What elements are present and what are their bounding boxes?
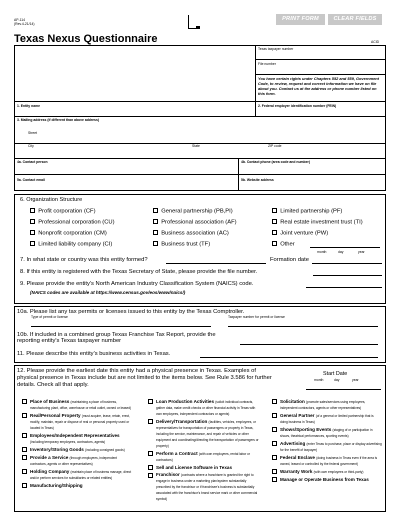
start-month-label: month xyxy=(314,378,324,382)
contact-phone-label: 4b. Contact phone (area code and number) xyxy=(241,160,310,164)
naics-note: (NAICS codes are available at https://www.census.gov/eos/www/naics/) xyxy=(30,290,186,295)
other-input[interactable] xyxy=(310,247,380,248)
q7-label: 7. In what state or country was this entity formed? xyxy=(20,257,148,263)
checkbox-box[interactable] xyxy=(148,399,153,404)
start-year-label: year xyxy=(352,378,359,382)
checkbox-professional-corporation[interactable] xyxy=(30,219,115,226)
permit-row-1-type[interactable] xyxy=(31,326,211,327)
item-title: Perform a Contract xyxy=(156,450,198,456)
presence-item[interactable] xyxy=(22,483,132,489)
checkbox-box[interactable] xyxy=(272,455,277,460)
presence-item[interactable] xyxy=(22,433,132,445)
checkbox-limited-partnership[interactable] xyxy=(272,208,342,215)
q9-label: 9. Please provide the entity's North American Industry Classification System (NAICS) code. xyxy=(20,281,254,287)
item-title: Provide a Service xyxy=(30,454,69,460)
checkbox-box[interactable] xyxy=(272,230,277,235)
item-title: Solicitation xyxy=(280,399,305,404)
checkbox-box[interactable] xyxy=(153,208,158,213)
checkbox-label: Other xyxy=(280,241,295,248)
presence-item[interactable] xyxy=(22,447,132,453)
city-label: City xyxy=(28,144,34,148)
start-date-label: Start Date xyxy=(323,371,348,377)
checkbox-box[interactable] xyxy=(272,477,277,482)
presence-item[interactable] xyxy=(148,465,260,471)
item-desc: (with own employees, rental labor or contractors) xyxy=(156,451,251,462)
item-desc: (solicit individual contracts, gather data, make credit checks or other financial activity in Texas with own employees, independent contractors or agents) xyxy=(156,400,256,416)
checkbox-llc[interactable] xyxy=(30,241,112,248)
mailing-address-label: 3. Mailing address (if different than above address) xyxy=(17,118,99,122)
checkbox-box[interactable] xyxy=(30,219,35,224)
item-desc: (staging of or participation in shows, theatrical performances, sporting events) xyxy=(280,428,373,438)
taxpayer-number-label: Texas taxpayer number xyxy=(258,47,294,51)
checkbox-box[interactable] xyxy=(153,241,158,246)
q12-text: 12. Please provide the earliest date this entity had a physical presence in Texas. Examples of physical presence in Texas include but are not limited to the items below. See Rule 3.586 for further details. Check all that apply. xyxy=(17,368,272,388)
checkbox-box[interactable] xyxy=(22,399,27,404)
fein-label: 2. Federal employer identification number (FEIN) xyxy=(258,104,337,108)
street-label: Street xyxy=(28,131,38,135)
checkbox-label: Professional association (AF) xyxy=(161,219,237,226)
clear-fields-button[interactable]: CLEAR FIELDS xyxy=(328,14,382,25)
checkbox-profit-corporation[interactable] xyxy=(30,208,96,215)
checkbox-box[interactable] xyxy=(272,469,277,474)
contact-phone-field[interactable] xyxy=(241,165,381,171)
item-title: Employees/Independent Representatives xyxy=(30,432,120,438)
checkbox-label: Professional corporation (CU) xyxy=(38,219,115,226)
q10a-label: 10a. Please list any tax permits or licenses issued to this entity by the Texas Comptroller. xyxy=(17,309,245,315)
permit-row-1-number[interactable] xyxy=(228,326,378,327)
item-title: Shows/Sporting Events xyxy=(280,427,332,432)
item-title: Advertising xyxy=(280,441,306,446)
presence-col-2 xyxy=(148,399,260,504)
form-number: AP-114 xyxy=(14,18,26,22)
zip-label: ZIP code xyxy=(268,144,282,148)
contact-email-label: 5a. Contact email xyxy=(17,178,45,182)
checkbox-box[interactable] xyxy=(22,433,27,438)
checkbox-joint-venture[interactable] xyxy=(272,230,328,237)
presence-item[interactable] xyxy=(272,413,382,425)
item-desc: (doing business in Texas even if the area is owned, leased or controlled by the federal government) xyxy=(280,456,378,466)
website-field[interactable] xyxy=(241,183,381,189)
contact-person-field[interactable] xyxy=(17,165,237,171)
naics-code-input[interactable] xyxy=(306,287,382,288)
taxpayer-number-field[interactable] xyxy=(258,52,383,58)
print-form-button[interactable]: PRINT FORM xyxy=(276,14,325,25)
checkbox-box[interactable] xyxy=(30,241,35,246)
file-number-field[interactable] xyxy=(258,67,383,73)
checkbox-box[interactable] xyxy=(272,241,277,246)
formation-day-label: day xyxy=(338,250,344,254)
checkbox-box[interactable] xyxy=(272,427,277,432)
form-revision: (Rev.4-21/14) xyxy=(14,22,35,26)
checkbox-business-association[interactable] xyxy=(153,230,229,237)
checkbox-nonprofit-corporation[interactable] xyxy=(30,230,107,237)
entity-name-label: 1. Entity name xyxy=(17,104,40,108)
item-title: Manufacturing/Shipping xyxy=(30,482,83,488)
item-title: Delivery/Transportation xyxy=(156,418,208,424)
org-structure-heading: 6. Organization Structure xyxy=(20,197,83,203)
combined-group-number-input[interactable] xyxy=(240,344,378,345)
business-activities-input[interactable] xyxy=(200,357,378,358)
checkbox-label: Business association (AC) xyxy=(161,230,229,237)
checkbox-box[interactable] xyxy=(22,483,27,488)
checkbox-business-trust[interactable] xyxy=(153,241,210,248)
page-title: Texas Nexus Questionnaire xyxy=(14,33,158,45)
checkbox-box[interactable] xyxy=(153,230,158,235)
formation-state-input[interactable] xyxy=(166,263,266,264)
item-desc: (with own employees or third-party) xyxy=(313,470,364,474)
checkbox-box[interactable] xyxy=(272,413,277,418)
item-title: Federal Enclave xyxy=(280,455,315,460)
q11-label: 11. Please describe this entity's business activities in Texas. xyxy=(17,351,171,357)
presence-item[interactable] xyxy=(272,441,382,453)
checkbox-label: Profit corporation (CF) xyxy=(38,208,96,215)
checkbox-label: Joint venture (PW) xyxy=(280,230,329,237)
presence-item[interactable] xyxy=(272,455,382,467)
presence-item[interactable] xyxy=(272,427,382,439)
item-desc: (facilities, vehicles, employees, or representatives for transportation of passengers or property in Texas, including the service, maintenance, and repair of vehicles or other equipment and coordinating/directing the transportation of passengers or property) xyxy=(156,419,259,448)
item-title: Place of Business xyxy=(30,399,70,404)
checkbox-box[interactable] xyxy=(272,219,277,224)
checkbox-box[interactable] xyxy=(148,451,153,456)
checkbox-label: Real estate investment trust (TI) xyxy=(280,219,363,226)
item-title: Real/Personal Property xyxy=(30,413,81,418)
acid-label: ACID xyxy=(371,40,380,44)
checkbox-professional-association[interactable] xyxy=(153,219,237,226)
website-label: 5b. Website address xyxy=(241,178,274,182)
fein-field[interactable] xyxy=(258,109,383,115)
presence-item[interactable] xyxy=(22,455,132,467)
street-field[interactable] xyxy=(28,136,378,142)
state-label: State xyxy=(192,144,200,148)
item-desc: (including consigned goods) xyxy=(85,447,125,452)
checkbox-label: Business trust (TF) xyxy=(161,241,211,248)
item-desc: (maintain place of business manage, direct and/or perform services for subsidiaries or related entities) xyxy=(30,469,132,480)
formation-date-input[interactable] xyxy=(312,263,382,264)
item-title: Franchisor xyxy=(156,472,180,478)
presence-item[interactable] xyxy=(148,472,260,502)
presence-item[interactable] xyxy=(272,477,382,483)
presence-item[interactable] xyxy=(272,469,382,475)
rights-notice: You have certain rights under Chapters 552 and 559, Government Code, to review, request and correct information we have on file about you. Contact us at the address or phone number listed on this form. xyxy=(258,76,379,96)
permit-taxpayer-label: Taxpayer number for permit or license xyxy=(228,315,285,319)
item-title: Holding Company xyxy=(30,468,70,474)
permit-type-label: Type of permit or license xyxy=(31,315,68,319)
start-date-input[interactable] xyxy=(306,389,381,390)
item-title: Inventory/Storing Goods xyxy=(30,446,84,452)
checkbox-box[interactable] xyxy=(22,469,27,474)
item-desc: (enter Texas to purchase, place or display advertising for the benefit of taxpayer) xyxy=(280,442,382,452)
checkbox-box[interactable] xyxy=(22,455,27,460)
checkbox-box[interactable] xyxy=(148,419,153,424)
contact-person-label: 4a. Contact person xyxy=(17,160,48,164)
checkbox-reit[interactable] xyxy=(272,219,363,226)
checkbox-box[interactable] xyxy=(22,413,27,418)
item-title: Manage or Operate Business from Texas xyxy=(280,477,369,483)
file-number-label: File number xyxy=(258,62,276,66)
checkbox-box[interactable] xyxy=(272,441,277,446)
checkbox-box[interactable] xyxy=(22,447,27,452)
checkbox-label: Nonprofit corporation (CM) xyxy=(38,230,107,237)
checkbox-box[interactable] xyxy=(30,230,35,235)
item-desc: (promote sales/services using employees, independent contractors, agents or other representatives) xyxy=(280,400,366,410)
checkbox-general-partnership[interactable] xyxy=(153,208,233,215)
formation-month-label: month xyxy=(317,250,327,254)
presence-col-1 xyxy=(22,399,132,490)
presence-item[interactable] xyxy=(272,399,382,411)
checkbox-box[interactable] xyxy=(148,465,153,470)
presence-item[interactable] xyxy=(22,469,132,481)
checkbox-box[interactable] xyxy=(30,208,35,213)
item-desc: (maintaining a place of business, manufacturing plant, office, warehouse or retail outlet, owned or leased) xyxy=(30,400,132,410)
checkbox-other[interactable] xyxy=(272,241,295,248)
item-title: Loan Production Activities xyxy=(156,399,215,404)
formation-date-label: Formation date xyxy=(270,257,309,263)
contact-email-field[interactable] xyxy=(17,183,237,189)
checkbox-label: General partnership (PB,PI) xyxy=(161,208,233,215)
checkbox-label: Limited partnership (PF) xyxy=(280,208,343,215)
item-desc: (contracts where a franchisee is granted the right to engage in business under a marketing plan/system substantially prescribed by the franchisor or if franchisee's business is substantially associated with the franchisor's brand service mark or other commercial symbol) xyxy=(156,473,258,502)
item-title: Sell and License Software in Texas xyxy=(156,464,232,470)
checkbox-box[interactable] xyxy=(272,399,277,404)
presence-item[interactable] xyxy=(148,419,260,449)
presence-item[interactable] xyxy=(148,451,260,463)
q10b-label: 10b. If included in a combined group Texas Franchise Tax Report, provide the reporting entity's Texas taxpayer number xyxy=(17,332,216,344)
presence-col-3 xyxy=(272,399,382,485)
presence-item[interactable] xyxy=(148,399,260,417)
sos-file-number-input[interactable] xyxy=(313,275,382,276)
header-black-mark xyxy=(196,26,200,29)
item-desc: (including temporary employees, contractors, agents) xyxy=(30,439,106,444)
start-day-label: day xyxy=(334,378,340,382)
item-title: Warranty Work xyxy=(280,469,313,474)
presence-item[interactable] xyxy=(22,413,132,431)
item-desc: (of a general or limited partnership that is doing business in Texas) xyxy=(280,414,374,424)
item-desc: (must acquire, lease, retain, erect, modify, maintain, repair or dispose of real or personal property used or located in Texas) xyxy=(30,414,130,430)
item-desc: (through employees, independent contractors, agents or other representatives) xyxy=(30,455,118,466)
checkbox-box[interactable] xyxy=(272,208,277,213)
q8-label: 8. If this entity is registered with the Texas Secretary of State, please provide the file number. xyxy=(20,269,258,275)
item-title: General Partner xyxy=(280,413,315,418)
entity-name-field[interactable] xyxy=(17,109,247,115)
formation-year-label: year xyxy=(358,250,365,254)
checkbox-label: Limited liability company (CI) xyxy=(38,241,113,248)
checkbox-box[interactable] xyxy=(148,473,153,478)
presence-item[interactable] xyxy=(22,399,132,411)
checkbox-box[interactable] xyxy=(153,219,158,224)
